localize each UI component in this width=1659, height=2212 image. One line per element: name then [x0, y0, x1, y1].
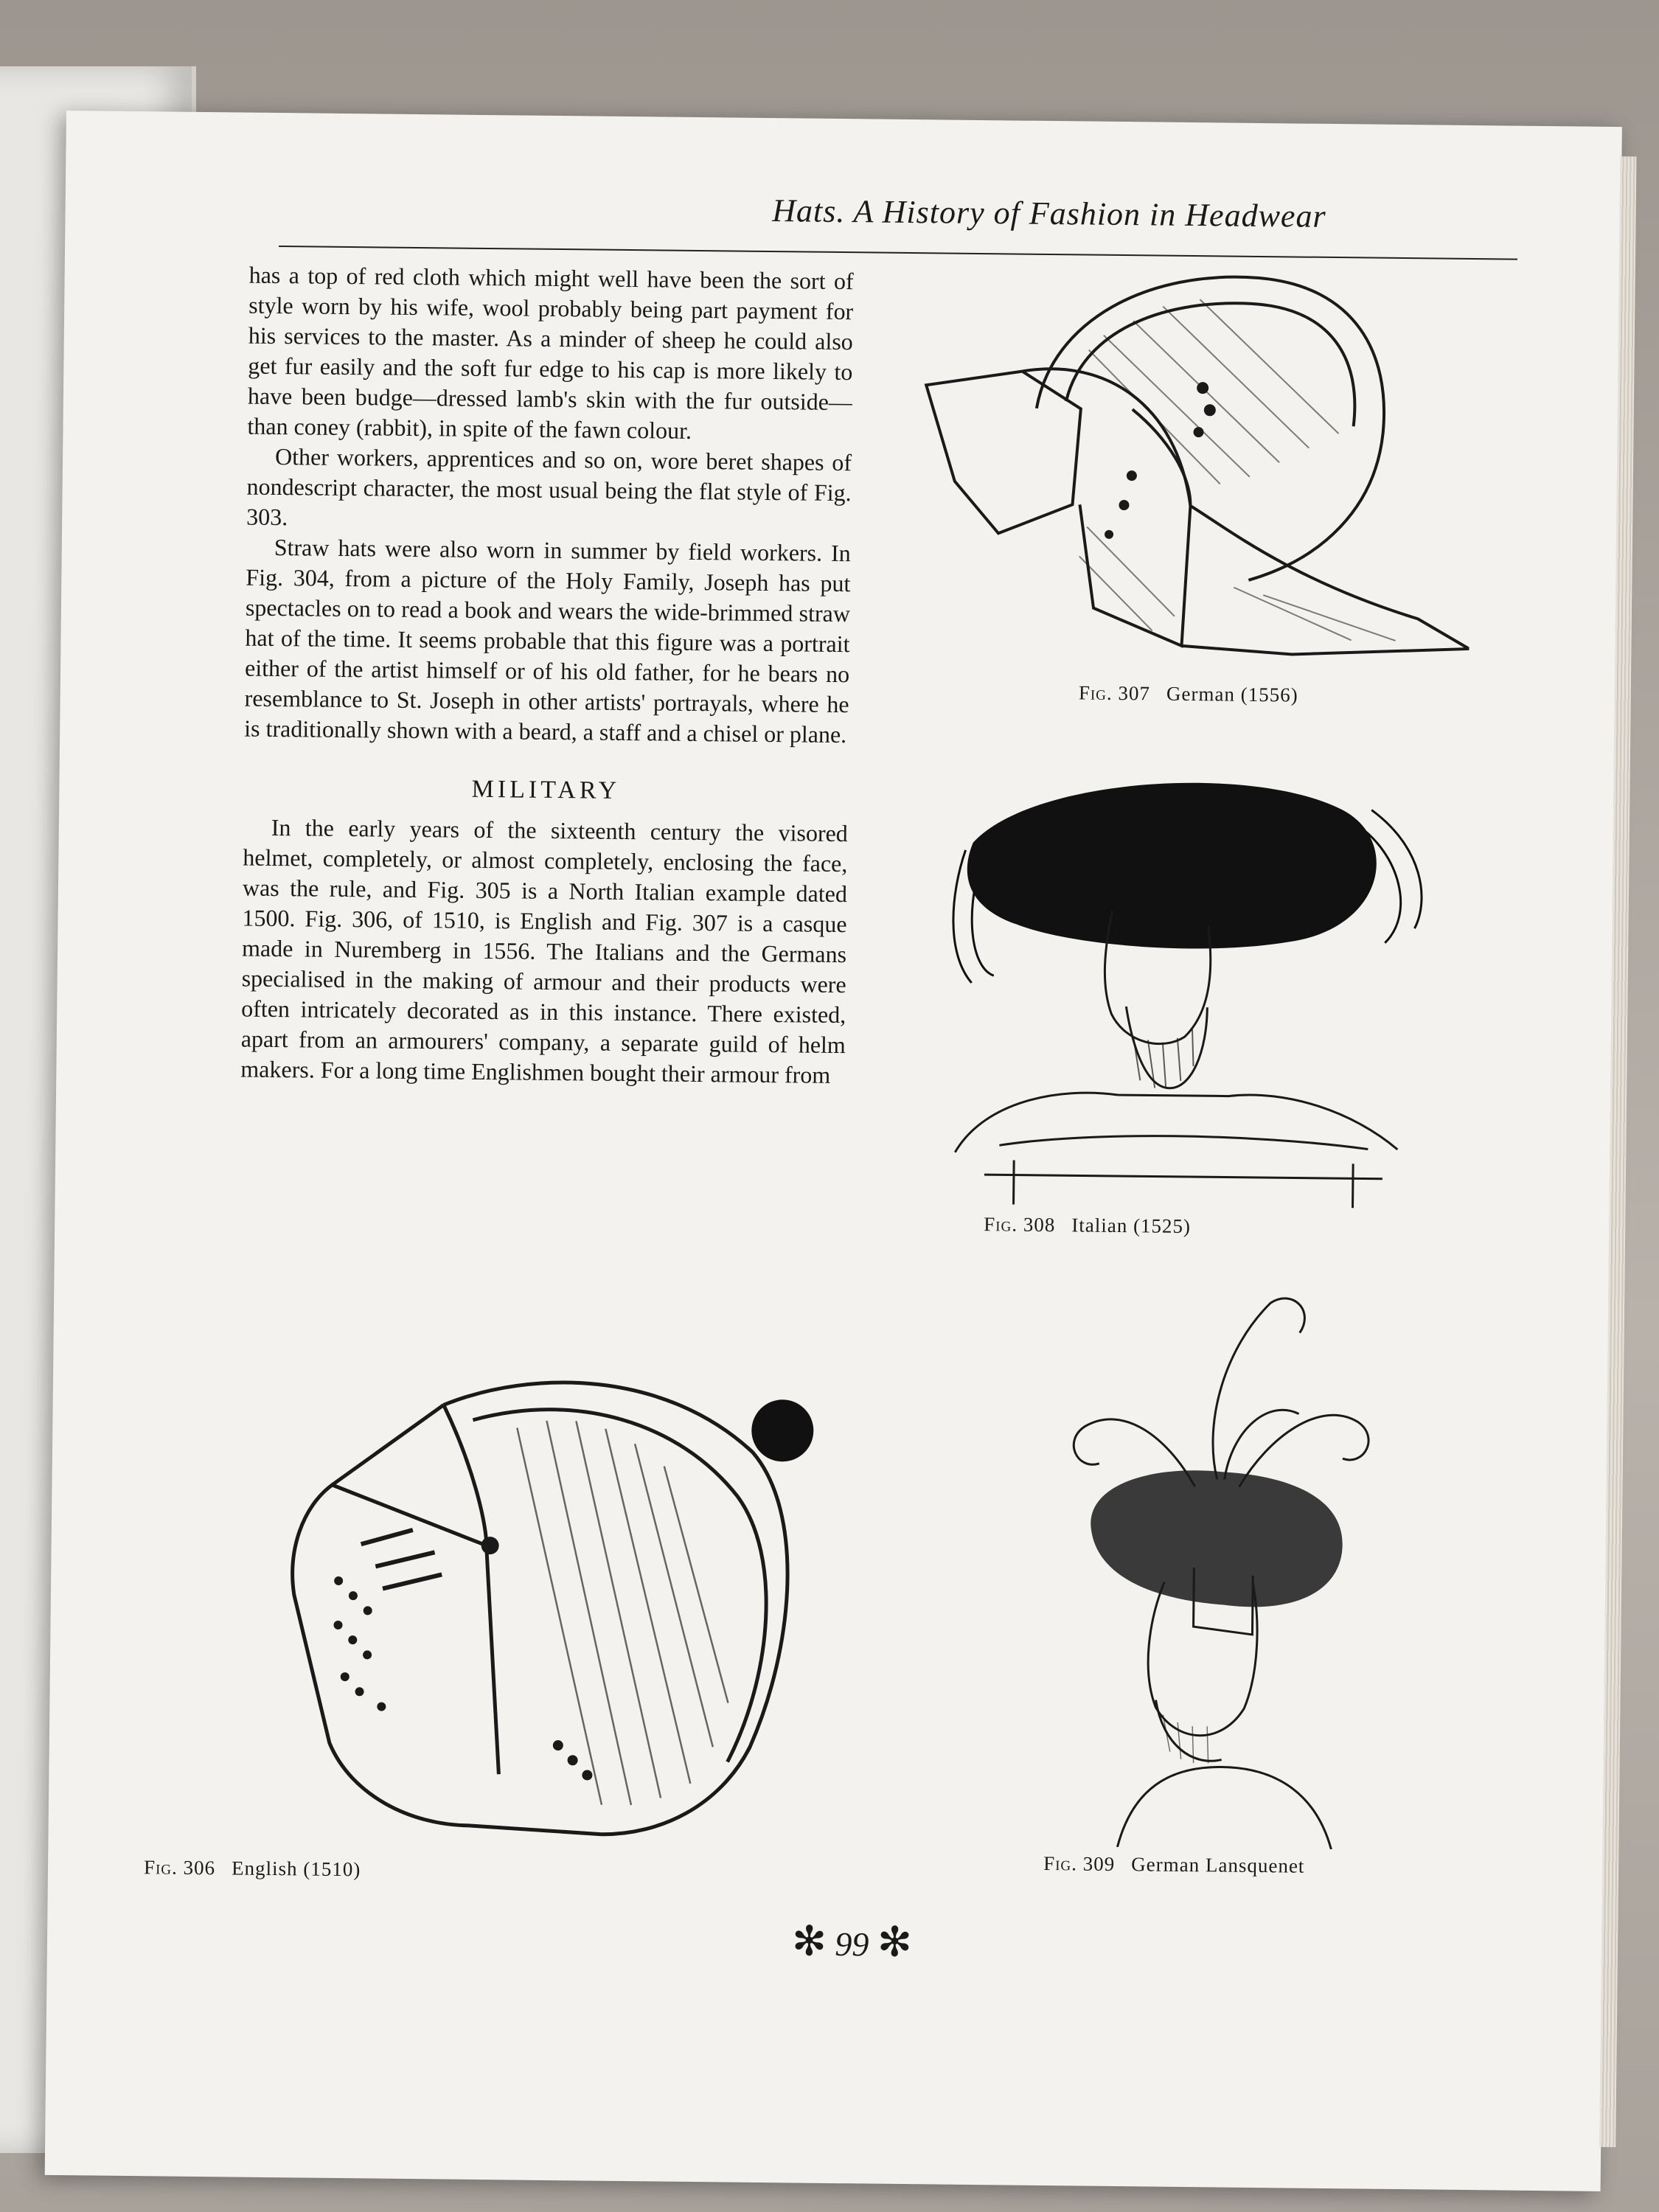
asterisk-ornament-icon: ✻	[877, 1919, 913, 1966]
paragraph: In the early years of the sixteenth century the visored helmet, completely, or almost completely, enclosing the face, was the rule, and Fig. 305 is a North Italian example dated 1500. Fig. 306, of 1510, is English and Fig. 307 is a casque made in Nuremberg in 1556. The Italians and the Germans specialised in the making of armour and their products were often intricately decorated as in this instance. There existed, apart from an armourers' company, a separate guild of helm makers. For a long time Englishmen bought their armour from	[240, 813, 848, 1088]
figure-309	[999, 1285, 1418, 1879]
page-number: 99	[835, 1925, 869, 1964]
figure-caption	[144, 1856, 852, 1886]
asterisk-ornament-icon: ✻	[791, 1919, 827, 1965]
figure-306	[143, 1358, 857, 1886]
paragraph: Other workers, apprentices and so on, wore beret shapes of nondescript character, the most usual being the flat style of Fig. 303.	[246, 442, 852, 531]
figure-caption-text: German (1556)	[1166, 682, 1298, 706]
figure-caption	[984, 1213, 1426, 1240]
page-title: Hats. A History of Fashion in Headwear	[771, 192, 1326, 234]
figure-308	[939, 762, 1431, 1241]
body-text-column	[240, 260, 854, 1091]
running-header	[279, 179, 1518, 260]
lansquenet-illustration	[999, 1285, 1418, 1850]
book-page	[45, 111, 1622, 2191]
section-heading: MILITARY	[471, 775, 621, 804]
figure-label: Fig. 308	[984, 1213, 1056, 1237]
paragraph: has a top of red cloth which might well have been the sort of style worn by his wife, wool probably being part payment for his services to the master. As a minder of sheep he could also get fur easily and the soft fur edge to his cap is more likely to have been budge—dressed lamb's skin with the fur outside—than coney (rabbit), in spite of the fawn colour.	[247, 261, 854, 444]
figure-caption-text: German Lansquenet	[1131, 1853, 1305, 1877]
figure-caption	[908, 680, 1469, 709]
paragraph: Straw hats were also worn in summer by field workers. In Fig. 304, from a picture of the Holy Family, Joseph has put spectacles on to read a book and wears the wide-brimmed straw hat of the time. It seems probable that this figure was a portrait either of the artist himself or of his old father, for he bears no resemblance to St. Joseph in other artists' portrayals, where he is traditionally shown with a beard, a staff and a chisel or plane.	[244, 533, 851, 748]
figure-307	[908, 260, 1473, 709]
figure-caption	[1043, 1852, 1412, 1879]
visored-helmet-illustration	[188, 1358, 857, 1851]
figure-label: Fig. 306	[143, 1856, 216, 1879]
casque-helmet-illustration	[908, 260, 1473, 678]
figure-label: Fig. 307	[1078, 681, 1151, 705]
figure-caption-text: English (1510)	[231, 1857, 361, 1881]
page-number-folio	[792, 1917, 913, 1966]
plumed-hat-portrait-illustration	[940, 762, 1431, 1209]
figure-label: Fig. 309	[1043, 1852, 1116, 1876]
figure-caption-text: Italian (1525)	[1071, 1214, 1192, 1238]
